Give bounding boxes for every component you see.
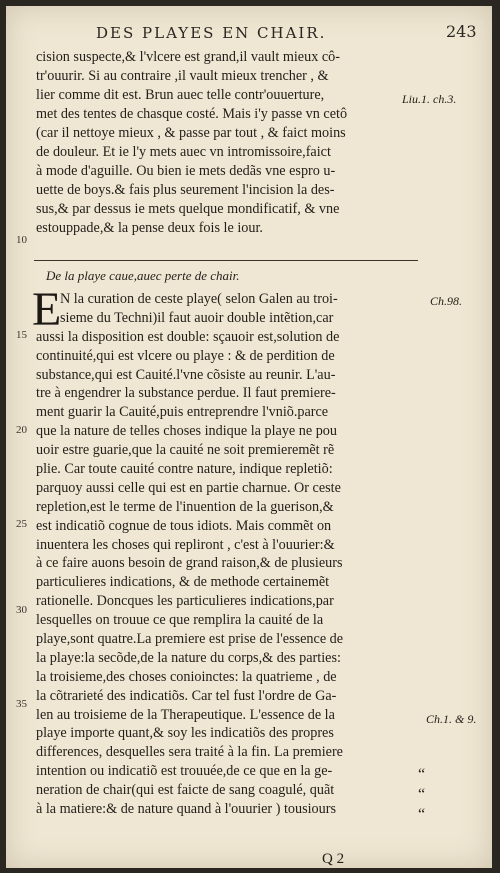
text-line: uette de boys.& fais plus seurement l'incision la des-	[36, 182, 335, 198]
text-line: met des tentes de chasque costé. Mais i'y passe vn cetô	[36, 106, 348, 122]
text-line: parquoy aussi celle qui est en partie charnue. Or ceste	[36, 479, 341, 496]
text-line: sus,& par dessus ie mets quelque mondificatif, & vne	[36, 201, 340, 217]
text-line: à la matiere:& de nature quand à l'ouurier ) tousiours	[36, 801, 336, 818]
drop-cap: E	[32, 283, 62, 336]
paragraph-section	[36, 290, 416, 819]
text-line: inuentera les choses qui repliront , c'est à l'ouurier:&	[36, 536, 335, 553]
text-line: que la nature de telles choses indique la playe ne pou	[36, 423, 337, 440]
text-line: tre à engendrer la substance perdue. Il faut premiere-	[36, 385, 336, 402]
margin-note-reference: Ch.98.	[430, 294, 463, 308]
text-line: N la curation de ceste playe( selon Galen au troi-	[60, 291, 338, 307]
text-line: estouppade,& la pense deux fois le iour.	[36, 220, 263, 236]
text-line: (car il nettoye mieux , & passe par tout , & faict moins	[36, 125, 346, 141]
text-line: à ce faire auons besoin de grand raison,& de plusieurs	[36, 555, 343, 572]
line-number: 35	[16, 698, 27, 710]
text-line: substance,qui est Cauité.l'vne cõsiste au reunir. L'au-	[36, 366, 336, 383]
text-line: la playe:la secõde,de la nature du corps,& des parties:	[36, 649, 341, 666]
margin-note-reference: Ch.1. & 9.	[426, 712, 477, 726]
text-line: la troisieme,des choses conioinctes: la quatrieme , de	[36, 668, 337, 685]
running-title: DES PLAYES EN CHAIR.	[96, 24, 327, 42]
text-line: est indicatiõ cognue de tous idiots. Mais commẽt on	[36, 517, 332, 534]
text-line: uoir estre guarie,que la cauité ne soit premieremẽt rẽ	[36, 442, 335, 459]
text-line: playe importe quant,& soy les indicatiõs des propres	[36, 725, 334, 742]
text-line: rationelle. Doncques les particulieres indications,par	[36, 593, 334, 610]
text-line: tr'ouurir. Si au contraire ,il vault mieux trencher , &	[36, 68, 329, 84]
line-number: 20	[16, 424, 27, 436]
paragraph-previous	[36, 48, 416, 238]
text-line: intention ou indicatiõ est trouuée,de ce que en la ge-	[36, 763, 333, 780]
text-line: playe,sont quatre.La premiere est prise de l'essence de	[36, 631, 344, 648]
margin-note-reference: Liu.1. ch.3.	[402, 92, 457, 106]
text-line: la cõtrarieté des indicatiõs. Car tel fust l'ordre de Ga-	[36, 687, 337, 704]
text-line: à mode d'aguille. Ou bien ie mets dedãs vne espro u-	[36, 163, 336, 179]
text-line: lesquelles on trouue ce que remplira la cauité de la	[36, 612, 324, 629]
text-line: len au troisieme de la Therapeutique. L'essence de la	[36, 706, 335, 723]
margin-quote-mark: “	[418, 806, 426, 823]
margin-quote-mark: “	[418, 786, 426, 803]
margin-quote-mark: “	[418, 766, 426, 783]
section-heading: De la playe caue,auec perte de chair.	[46, 268, 240, 283]
text-line: plie. Car toute cauité contre nature, indique repletiõ:	[36, 461, 333, 478]
text-line: de douleur. Et ie l'y mets auec vn intromissoire,faict	[36, 144, 331, 160]
text-line: neration de chair(qui est faicte de sang coagulé, quãt	[36, 782, 335, 799]
text-line: sieme du Techni)il faut auoir double intẽtion,car	[60, 309, 334, 326]
text-line: continuité,qui est vlcere ou playe : & de perdition de	[36, 347, 335, 364]
text-line: ment guarir la Cauité,puis entreprendre l'vniõ.parce	[36, 404, 329, 421]
text-line: aussi la disposition est double: sçauoir est,solution de	[36, 328, 340, 345]
catchword-signature: Q 2	[322, 851, 345, 867]
line-number: 30	[16, 604, 27, 616]
page-header	[6, 24, 492, 44]
line-number: 25	[16, 518, 27, 530]
text-line: lier comme dit est. Brun auec telle contr'ouuerture,	[36, 87, 325, 103]
book-page	[6, 6, 492, 868]
section-divider	[34, 260, 418, 261]
line-number: 10	[16, 234, 27, 246]
page-number: 243	[446, 22, 477, 41]
text-line: differences, desquelles sera traité à la fin. La premiere	[36, 744, 343, 761]
line-number: 15	[16, 329, 27, 341]
text-line: repletion,est le terme de l'inuention de la guerison,&	[36, 498, 334, 515]
text-line: cision suspecte,& l'vlcere est grand,il vault mieux cô-	[36, 49, 340, 65]
text-line: particulieres indications, & de methode certainemẽt	[36, 574, 330, 591]
